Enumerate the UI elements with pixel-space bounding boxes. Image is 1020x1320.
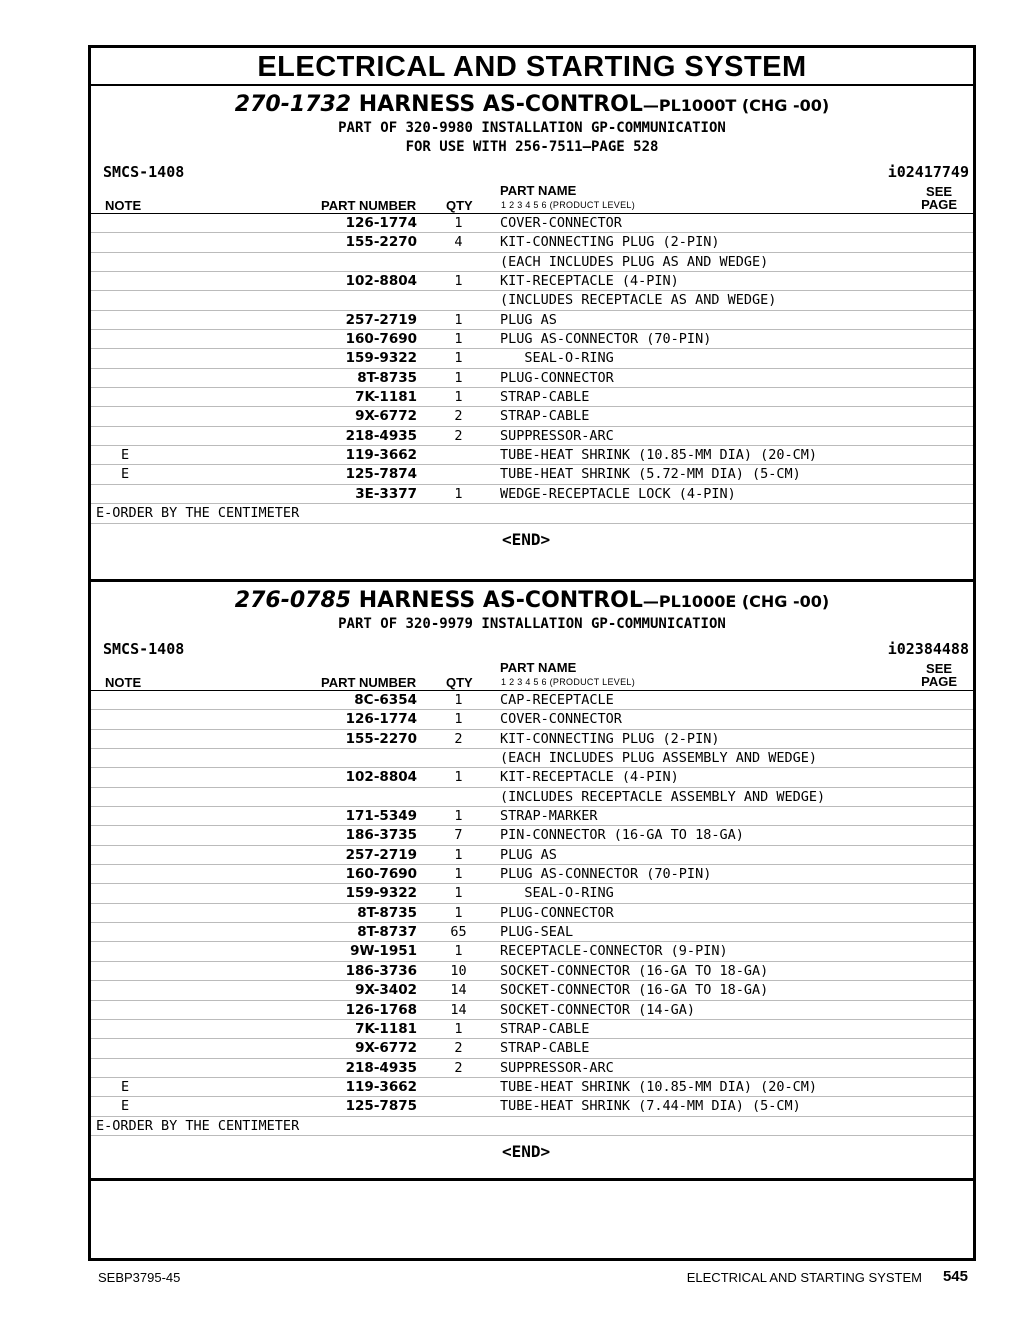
row-part-number: 125-7874: [345, 466, 417, 483]
table-row: [91, 788, 973, 807]
footnote-row: [91, 504, 973, 523]
row-part-name: KIT-CONNECTING PLUG (2-PIN): [500, 730, 720, 747]
section-part-name: HARNESS AS-CONTROL: [351, 92, 643, 117]
table-row: [91, 407, 973, 426]
section-part-name: HARNESS AS-CONTROL: [351, 588, 643, 613]
row-qty: 1: [454, 331, 463, 348]
row-part-name: PLUG AS: [500, 311, 557, 328]
row-part-name: SOCKET-CONNECTOR (16-GA TO 18-GA): [500, 982, 769, 999]
row-qty: 1: [454, 485, 463, 502]
table-row: [91, 272, 973, 291]
row-qty: 1: [454, 904, 463, 921]
header-part-name: PART NAME: [500, 660, 577, 675]
row-part-number: 9W-1951: [350, 943, 417, 960]
header-part-number: PART NUMBER: [321, 198, 417, 213]
row-part-number: 160-7690: [345, 866, 417, 883]
end-marker: <END>: [502, 529, 551, 549]
page-frame: [88, 45, 976, 1261]
table-row: [91, 485, 973, 504]
row-part-number: 119-3662: [345, 1078, 417, 1095]
footer-doc-id: SEBP3795-45: [98, 1270, 181, 1285]
row-qty: 1: [454, 769, 463, 786]
row-part-name: TUBE-HEAT SHRINK (7.44-MM DIA) (5-CM): [500, 1098, 801, 1115]
row-part-number: 8C-6354: [354, 692, 417, 708]
table-row: [91, 749, 973, 768]
row-part-name: SOCKET-CONNECTOR (14-GA): [500, 1001, 696, 1018]
row-part-name: SOCKET-CONNECTOR (16-GA TO 18-GA): [500, 962, 769, 979]
footer-section: ELECTRICAL AND STARTING SYSTEM: [686, 1270, 922, 1285]
header-page: PAGE: [921, 197, 957, 212]
row-note: E: [121, 466, 130, 483]
row-qty: 14: [450, 1001, 467, 1018]
table-row: [91, 730, 973, 749]
row-qty: 14: [450, 982, 467, 999]
row-qty: 4: [454, 234, 463, 251]
table-row: [91, 311, 973, 330]
row-part-name: SEAL-O-RING: [500, 885, 614, 902]
table-row: [91, 465, 973, 484]
row-part-number: 171-5349: [345, 808, 417, 825]
header-qty: QTY: [446, 198, 473, 213]
table-row: [91, 291, 973, 310]
row-part-name: RECEPTACLE-CONNECTOR (9-PIN): [500, 943, 728, 960]
row-qty: 1: [454, 692, 463, 708]
row-part-number: 3E-3377: [355, 485, 417, 502]
header-product-level: 1 2 3 4 5 6 (PRODUCT LEVEL): [501, 677, 635, 687]
header-note: NOTE: [105, 675, 142, 690]
row-part-name: SUPPRESSOR-ARC: [500, 1059, 614, 1076]
table-row: [91, 1039, 973, 1058]
section-part-number: 270-1732: [234, 92, 352, 117]
illustration-id: i02384488: [887, 640, 969, 658]
row-qty: 1: [454, 943, 463, 960]
table-row: [91, 1097, 973, 1116]
row-qty: 2: [454, 408, 463, 425]
row-part-name: PLUG AS-CONNECTOR (70-PIN): [500, 866, 712, 883]
row-part-number: 218-4935: [345, 427, 417, 444]
table-row: [91, 691, 973, 710]
row-qty: 1: [454, 369, 463, 386]
table-header: [91, 183, 973, 214]
row-qty: 7: [454, 827, 463, 844]
table-row: [91, 349, 973, 368]
row-part-number: 8T-8737: [357, 924, 417, 941]
smcs-row: [91, 161, 973, 183]
row-part-name: (EACH INCLUDES PLUG ASSEMBLY AND WEDGE): [500, 750, 817, 767]
table-row: [91, 369, 973, 388]
table-row: [91, 330, 973, 349]
row-qty: 2: [454, 427, 463, 444]
row-qty: 1: [454, 1020, 463, 1037]
section-subtitle-1: PART OF 320-9979 INSTALLATION GP-COMMUNICATION: [338, 616, 726, 632]
row-part-name: STRAP-CABLE: [500, 408, 590, 425]
footnote-row: [91, 1117, 973, 1136]
header-see: SEE: [926, 661, 953, 676]
row-part-number: 186-3735: [345, 827, 417, 844]
parts-table-2: [91, 691, 973, 1117]
table-row: [91, 1059, 973, 1078]
row-qty: 2: [454, 1059, 463, 1076]
row-part-number: 7K-1181: [355, 389, 417, 406]
table-row: [91, 1078, 973, 1097]
table-row: [91, 1001, 973, 1020]
table-row: [91, 846, 973, 865]
section-change: (CHG -00): [736, 96, 830, 115]
end-marker: <END>: [502, 1141, 551, 1161]
table-row: [91, 981, 973, 1000]
row-part-number: 160-7690: [345, 331, 417, 348]
row-part-name: (INCLUDES RECEPTACLE ASSEMBLY AND WEDGE): [500, 788, 826, 805]
main-title: ELECTRICAL AND STARTING SYSTEM: [91, 48, 973, 86]
row-part-number: 9X-6772: [355, 408, 417, 425]
section-suffix: —PL1000T: [642, 96, 737, 115]
header-note: NOTE: [105, 198, 142, 213]
section-subtitle-2: FOR USE WITH 256-7511—PAGE 528: [405, 139, 659, 155]
header-qty: QTY: [446, 675, 473, 690]
row-part-number: 102-8804: [345, 769, 417, 786]
row-qty: 2: [454, 1040, 463, 1057]
parts-table-1: [91, 214, 973, 504]
header-see-page: [921, 662, 957, 688]
row-part-number: 155-2270: [345, 730, 417, 747]
row-part-name: COVER-CONNECTOR: [500, 711, 622, 728]
row-qty: 1: [454, 215, 463, 231]
table-row: [91, 942, 973, 961]
row-part-number: 125-7875: [345, 1098, 417, 1115]
row-part-number: 126-1768: [345, 1001, 417, 1018]
table-row: [91, 388, 973, 407]
row-part-number: 126-1774: [345, 711, 417, 728]
row-part-number: 8T-8735: [357, 369, 417, 386]
row-part-name: PIN-CONNECTOR (16-GA TO 18-GA): [500, 827, 744, 844]
row-part-number: 155-2270: [345, 234, 417, 251]
row-part-name: (INCLUDES RECEPTACLE AS AND WEDGE): [500, 292, 777, 309]
row-part-number: 218-4935: [345, 1059, 417, 1076]
row-part-number: 126-1774: [345, 215, 417, 231]
row-qty: 1: [454, 389, 463, 406]
row-part-name: STRAP-CABLE: [500, 389, 590, 406]
row-part-name: KIT-CONNECTING PLUG (2-PIN): [500, 234, 720, 251]
row-qty: 1: [454, 711, 463, 728]
footer-page-number: 545: [942, 1268, 968, 1285]
table-row: [91, 962, 973, 981]
illustration-id: i02417749: [887, 163, 969, 181]
section-276-0785: [91, 588, 973, 1181]
row-part-name: CAP-RECEPTACLE: [500, 692, 614, 708]
table-row: [91, 427, 973, 446]
smcs-code: SMCS-1408: [103, 163, 185, 181]
row-qty: 1: [454, 350, 463, 367]
row-part-name: TUBE-HEAT SHRINK (5.72-MM DIA) (5-CM): [500, 466, 801, 483]
row-qty: 1: [454, 885, 463, 902]
table-row: [91, 826, 973, 845]
row-part-name: PLUG AS: [500, 846, 557, 863]
row-part-name: TUBE-HEAT SHRINK (10.85-MM DIA) (20-CM): [500, 447, 817, 464]
row-part-name: STRAP-CABLE: [500, 1020, 590, 1037]
page-footer: [98, 1268, 968, 1288]
table-row: [91, 710, 973, 729]
row-qty: 10: [450, 962, 467, 979]
row-note: E: [121, 447, 130, 464]
smcs-code: SMCS-1408: [103, 640, 185, 658]
row-part-name: SUPPRESSOR-ARC: [500, 427, 614, 444]
row-part-number: 8T-8735: [357, 904, 417, 921]
row-note: E: [121, 1078, 130, 1095]
header-part-number: PART NUMBER: [321, 675, 417, 690]
row-qty: 1: [454, 273, 463, 290]
row-part-name: STRAP-MARKER: [500, 808, 598, 825]
header-see: SEE: [926, 184, 953, 199]
row-part-name: KIT-RECEPTACLE (4-PIN): [500, 273, 679, 290]
row-part-name: TUBE-HEAT SHRINK (10.85-MM DIA) (20-CM): [500, 1078, 817, 1095]
table-row: [91, 1020, 973, 1039]
table-row: [91, 233, 973, 252]
table-row: [91, 884, 973, 903]
section-subtitle-1: PART OF 320-9980 INSTALLATION GP-COMMUNICATION: [338, 120, 726, 136]
header-product-level: 1 2 3 4 5 6 (PRODUCT LEVEL): [501, 200, 635, 210]
row-part-name: STRAP-CABLE: [500, 1040, 590, 1057]
header-see-page: [921, 185, 957, 211]
row-qty: 65: [450, 924, 467, 941]
row-part-name: PLUG-CONNECTOR: [500, 904, 614, 921]
table-row: [91, 807, 973, 826]
row-qty: 1: [454, 808, 463, 825]
row-part-number: 9X-6772: [355, 1040, 417, 1057]
table-row: [91, 214, 973, 233]
table-row: [91, 904, 973, 923]
row-part-name: (EACH INCLUDES PLUG AS AND WEDGE): [500, 253, 769, 270]
table-row: [91, 253, 973, 272]
footnote: E-ORDER BY THE CENTIMETER: [96, 1117, 300, 1134]
row-qty: 1: [454, 846, 463, 863]
section-part-number: 276-0785: [234, 588, 352, 613]
row-part-number: 257-2719: [345, 311, 417, 328]
row-qty: 1: [454, 866, 463, 883]
row-part-number: 159-9322: [345, 885, 417, 902]
row-part-number: 119-3662: [345, 447, 417, 464]
table-row: [91, 768, 973, 787]
row-qty: 2: [454, 730, 463, 747]
row-part-name: PLUG-CONNECTOR: [500, 369, 614, 386]
row-part-name: PLUG-SEAL: [500, 924, 574, 941]
section-change: (CHG -00): [736, 592, 830, 611]
row-part-number: 257-2719: [345, 846, 417, 863]
row-part-name: SEAL-O-RING: [500, 350, 614, 367]
table-row: [91, 446, 973, 465]
row-part-number: 186-3736: [345, 962, 417, 979]
section-title: [91, 92, 973, 119]
section-title: [91, 588, 973, 615]
table-row: [91, 865, 973, 884]
row-note: E: [121, 1098, 130, 1115]
row-part-number: 102-8804: [345, 273, 417, 290]
row-part-name: COVER-CONNECTOR: [500, 215, 622, 231]
row-part-name: WEDGE-RECEPTACLE LOCK (4-PIN): [500, 485, 736, 502]
table-header: [91, 660, 973, 691]
section-suffix: —PL1000E: [642, 592, 737, 611]
table-row: [91, 923, 973, 942]
row-part-number: 9X-3402: [355, 982, 417, 999]
header-part-name: PART NAME: [500, 183, 577, 198]
smcs-row: [91, 638, 973, 660]
row-part-number: 7K-1181: [355, 1020, 417, 1037]
row-qty: 1: [454, 311, 463, 328]
row-part-name: KIT-RECEPTACLE (4-PIN): [500, 769, 679, 786]
row-part-number: 159-9322: [345, 350, 417, 367]
row-part-name: PLUG AS-CONNECTOR (70-PIN): [500, 331, 712, 348]
footnote: E-ORDER BY THE CENTIMETER: [96, 505, 300, 522]
header-page: PAGE: [921, 674, 957, 689]
section-270-1732: [91, 92, 973, 582]
